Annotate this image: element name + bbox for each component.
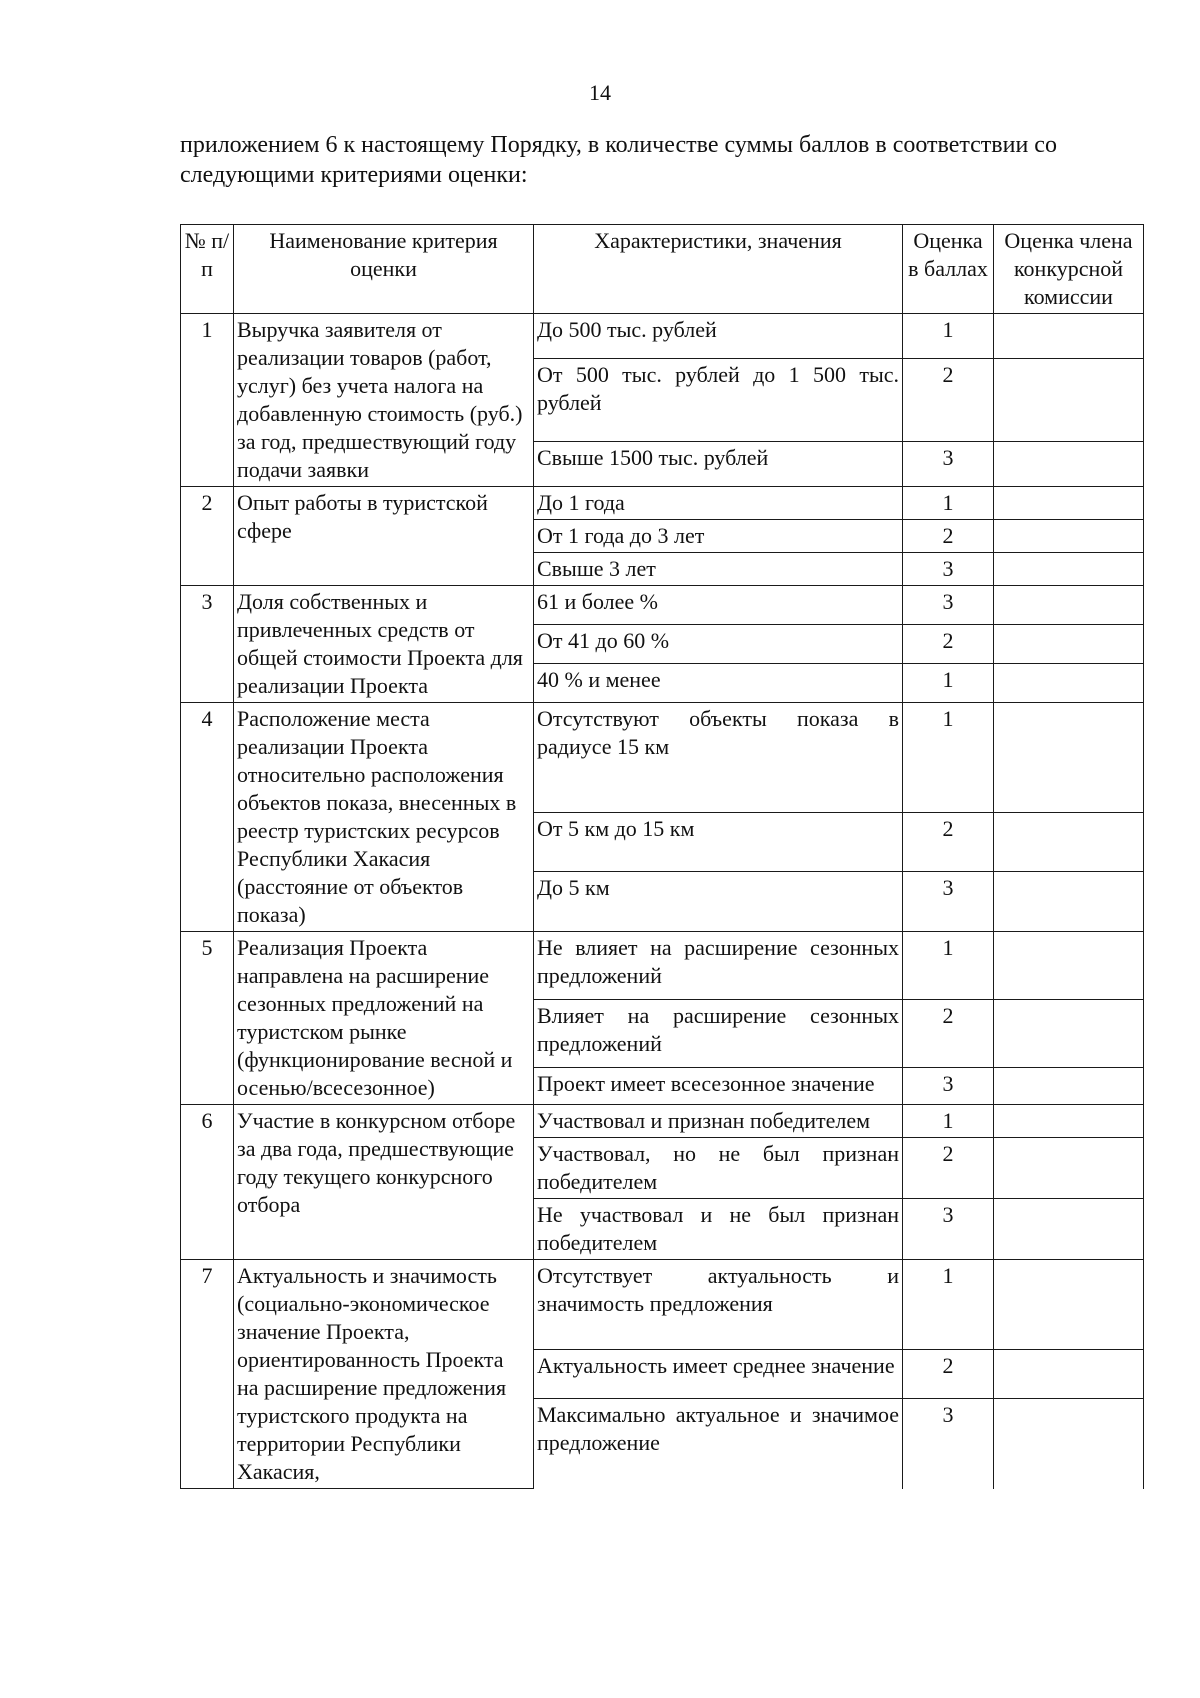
criterion-number: 7 [181,1260,234,1489]
member-score-cell[interactable] [994,1000,1144,1068]
member-score-cell[interactable] [994,1399,1144,1489]
criterion-option-text: Отсутствуют объекты показа в радиусе 15 км [534,703,903,813]
table-row [181,314,1144,359]
criterion-option-score: 2 [903,520,994,553]
member-score-cell[interactable] [994,487,1144,520]
criterion-option-score: 2 [903,358,994,441]
member-score-cell[interactable] [994,703,1144,813]
criterion-option-score: 2 [903,1138,994,1199]
criterion-option-score: 3 [903,1399,994,1489]
criterion-name: Опыт работы в туристской сфере [234,487,534,586]
table-row [181,1260,1144,1350]
table-row [181,1105,1144,1138]
criterion-option-score: 3 [903,442,994,487]
criterion-name: Расположение места реализации Проекта относительно расположения объектов показа, внесенных в реестр туристских ресурсов Республики Хакасия (расстояние от объектов показа) [234,703,534,932]
criterion-name: Выручка заявителя от реализации товаров (работ, услуг) без учета налога на добавленную стоимость (руб.) за год, предшествующий году подачи заявки [234,314,534,487]
header-name: Наименование критерия оценки [234,225,534,314]
criterion-number: 5 [181,932,234,1105]
criterion-option-score: 2 [903,625,994,664]
member-score-cell[interactable] [994,520,1144,553]
criterion-option-score: 1 [903,1260,994,1350]
criterion-option-score: 2 [903,1000,994,1068]
criterion-name: Доля собственных и привлеченных средств от общей стоимости Проекта для реализации Проекта [234,586,534,703]
criterion-option-text: От 5 км до 15 км [534,812,903,872]
criterion-option-score: 1 [903,314,994,359]
member-score-cell[interactable] [994,625,1144,664]
criterion-option-score: 2 [903,812,994,872]
criterion-number: 4 [181,703,234,932]
member-score-cell[interactable] [994,1350,1144,1399]
table-header-row [181,225,1144,314]
criteria-table [180,224,1144,1489]
member-score-cell[interactable] [994,1199,1144,1260]
member-score-cell[interactable] [994,1260,1144,1350]
member-score-cell[interactable] [994,812,1144,872]
member-score-cell[interactable] [994,358,1144,441]
member-score-cell[interactable] [994,553,1144,586]
header-member: Оценка члена конкурсной комиссии [994,225,1144,314]
criterion-option-score: 3 [903,586,994,625]
page-number: 14 [589,80,611,105]
criterion-number: 6 [181,1105,234,1260]
criterion-option-text: До 1 года [534,487,903,520]
criterion-option-score: 1 [903,932,994,1000]
criterion-option-text: 40 % и менее [534,664,903,703]
criteria-table-body [181,314,1144,1489]
criterion-option-text: Не влияет на расширение сезонных предложений [534,932,903,1000]
criterion-option-text: Актуальность имеет среднее значение [534,1350,903,1399]
criterion-option-score: 3 [903,553,994,586]
header-score: Оценка в баллах [903,225,994,314]
criterion-number: 3 [181,586,234,703]
member-score-cell[interactable] [994,1138,1144,1199]
criterion-option-text: Не участвовал и не был признан победителем [534,1199,903,1260]
criterion-option-text: От 41 до 60 % [534,625,903,664]
header-num: № п/п [181,225,234,314]
criterion-name: Участие в конкурсном отборе за два года, предшествующие году текущего конкурсного отбора [234,1105,534,1260]
table-row [181,487,1144,520]
criterion-name: Реализация Проекта направлена на расширение сезонных предложений на туристском рынке (функционирование весной и осенью/всесезонное) [234,932,534,1105]
member-score-cell[interactable] [994,586,1144,625]
criterion-option-text: До 500 тыс. рублей [534,314,903,359]
criterion-number: 1 [181,314,234,487]
member-score-cell[interactable] [994,1105,1144,1138]
criterion-option-text: Максимально актуальное и значимое предложение [534,1399,903,1489]
header-characteristics: Характеристики, значения [534,225,903,314]
table-row [181,932,1144,1000]
criterion-option-text: Влияет на расширение сезонных предложений [534,1000,903,1068]
criterion-option-text: От 1 года до 3 лет [534,520,903,553]
criterion-option-score: 1 [903,664,994,703]
criterion-option-score: 1 [903,703,994,813]
table-row [181,586,1144,625]
criterion-option-score: 3 [903,872,994,932]
criterion-option-text: Отсутствует актуальность и значимость предложения [534,1260,903,1350]
intro-paragraph: приложением 6 к настоящему Порядку, в количестве суммы баллов в соответствии со следующими критериями оценки: [180,132,1057,188]
member-score-cell[interactable] [994,932,1144,1000]
member-score-cell[interactable] [994,872,1144,932]
criterion-option-score: 3 [903,1068,994,1105]
criterion-option-text: Участвовал, но не был признан победителем [534,1138,903,1199]
member-score-cell[interactable] [994,1068,1144,1105]
criterion-option-text: Участвовал и признан победителем [534,1105,903,1138]
criterion-option-score: 1 [903,487,994,520]
criterion-option-text: Свыше 1500 тыс. рублей [534,442,903,487]
criterion-option-text: До 5 км [534,872,903,932]
criterion-option-score: 3 [903,1199,994,1260]
criterion-option-text: 61 и более % [534,586,903,625]
criterion-option-score: 1 [903,1105,994,1138]
table-row [181,703,1144,813]
member-score-cell[interactable] [994,314,1144,359]
criterion-number: 2 [181,487,234,586]
member-score-cell[interactable] [994,442,1144,487]
criterion-name: Актуальность и значимость (социально-экономическое значение Проекта, ориентированность Проекта на расширение предложения туристского продукта на территории Республики Хакасия, [234,1260,534,1489]
criterion-option-text: Проект имеет всесезонное значение [534,1068,903,1105]
criterion-option-text: От 500 тыс. рублей до 1 500 тыс. рублей [534,358,903,441]
criterion-option-text: Свыше 3 лет [534,553,903,586]
member-score-cell[interactable] [994,664,1144,703]
criterion-option-score: 2 [903,1350,994,1399]
